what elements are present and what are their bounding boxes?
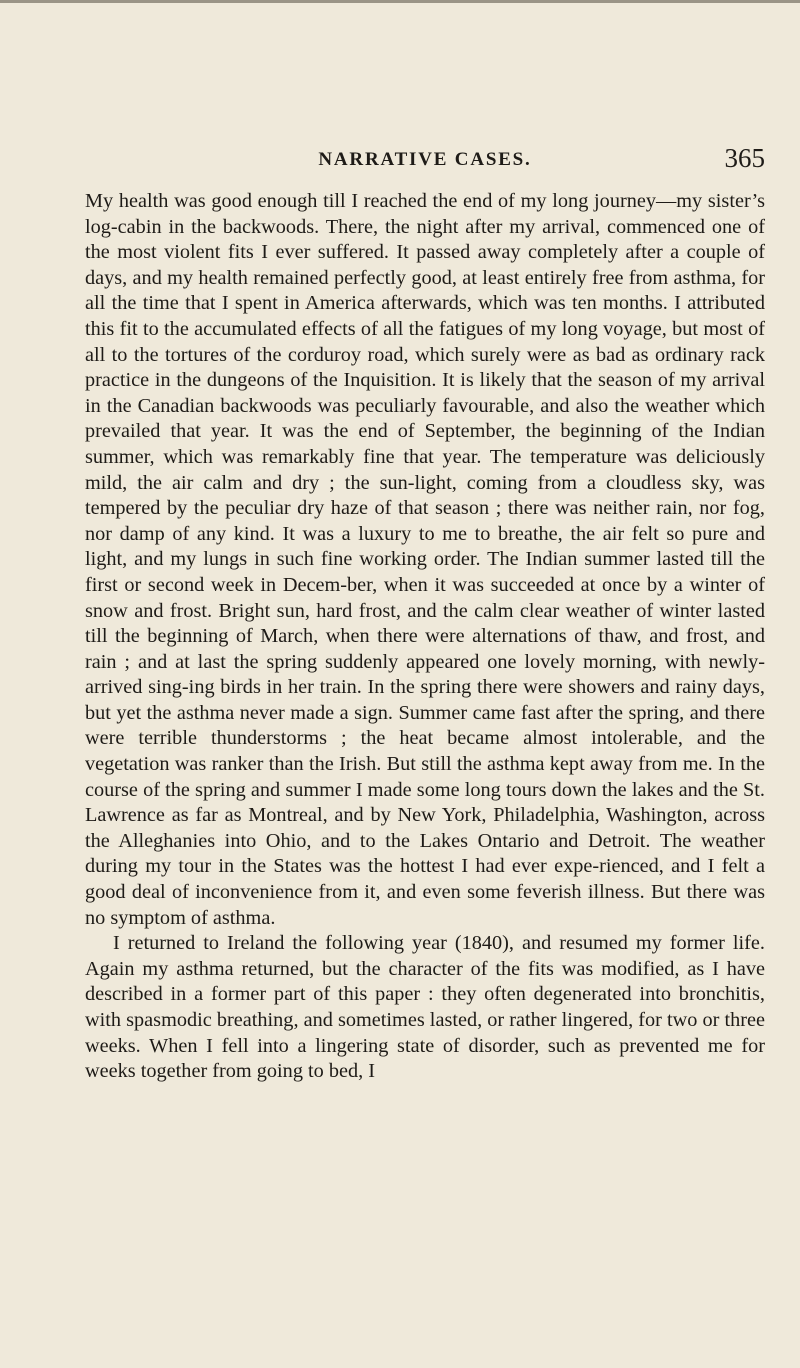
paragraph-1: My health was good enough till I reached the end of my long journey—my sister’s log-cabin in the backwoods. There, the night after my arrival, commenced one of the most violent fits I ever suffered. It passed away completely after a couple of days, and my health remained perfectly good, at least entirely free from asthma, for all the time that I spent in America afterwards, which was ten months. I attributed this fit to the accumulated effects of all the fatigues of my long voyage, but most of all to the tortures of the corduroy road, which surely were as bad as ordinary rack practice in the dungeons of the Inquisition. It is likely that the season of my arrival in the Canadian backwoods was peculiarly favourable, and also the weather which prevailed that year. It was the end of September, the beginning of the Indian summer, which was remarkably fine that year. The temperature was deliciously mild, the air calm and dry ; the sun-light, coming from a cloudless sky, was tempered by the peculiar dry haze of that season ; there was neither rain, nor fog, nor damp of any kind. It was a luxury to me to breathe, the air felt so pure and light, and my lungs in such fine working order. The Indian summer lasted till the first or second week in Decem-ber, when it was succeeded at once by a winter of snow and frost. Bright sun, hard frost, and the calm clear weather of winter lasted till the beginning of March, when there were alternations of thaw, and frost, and rain ; and at last the spring suddenly appeared one lovely morning, with newly-arrived sing-ing birds in her train. In the spring there were showers and rainy days, but yet the asthma never made a sign. Summer came fast after the spring, and there were terrible thunderstorms ; the heat became almost intolerable, and the vegetation was ranker than the Irish. But still the asthma kept away from me. In the course of the spring and summer I made some long tours down the lakes and the St. Lawrence as far as Montreal, and by New York, Philadelphia, Washington, across the Alleghanies into Ohio, and to the Lakes Ontario and Detroit. The weather during my tour in the States was the hottest I had ever expe-rienced, and I felt a good deal of inconvenience from it, and even some feverish illness. But there was no symptom of asthma. (85, 190, 765, 929)
running-head (85, 143, 765, 183)
body-text (85, 189, 765, 1085)
page-number: 365 (724, 143, 765, 173)
top-edge-rule (0, 0, 800, 3)
paragraph-2: I returned to Ireland the following year (1840), and resumed my former life. Again my asthma returned, but the character of the fits was modified, as I have described in a former part of this paper : they often degenerated into bronchitis, with spasmodic breathing, and sometimes lasted, or rather lingered, for two or three weeks. When I fell into a lingering state of disorder, such as prevented me for weeks together from going to bed, I (85, 932, 765, 1083)
running-title: NARRATIVE CASES. (318, 149, 532, 170)
